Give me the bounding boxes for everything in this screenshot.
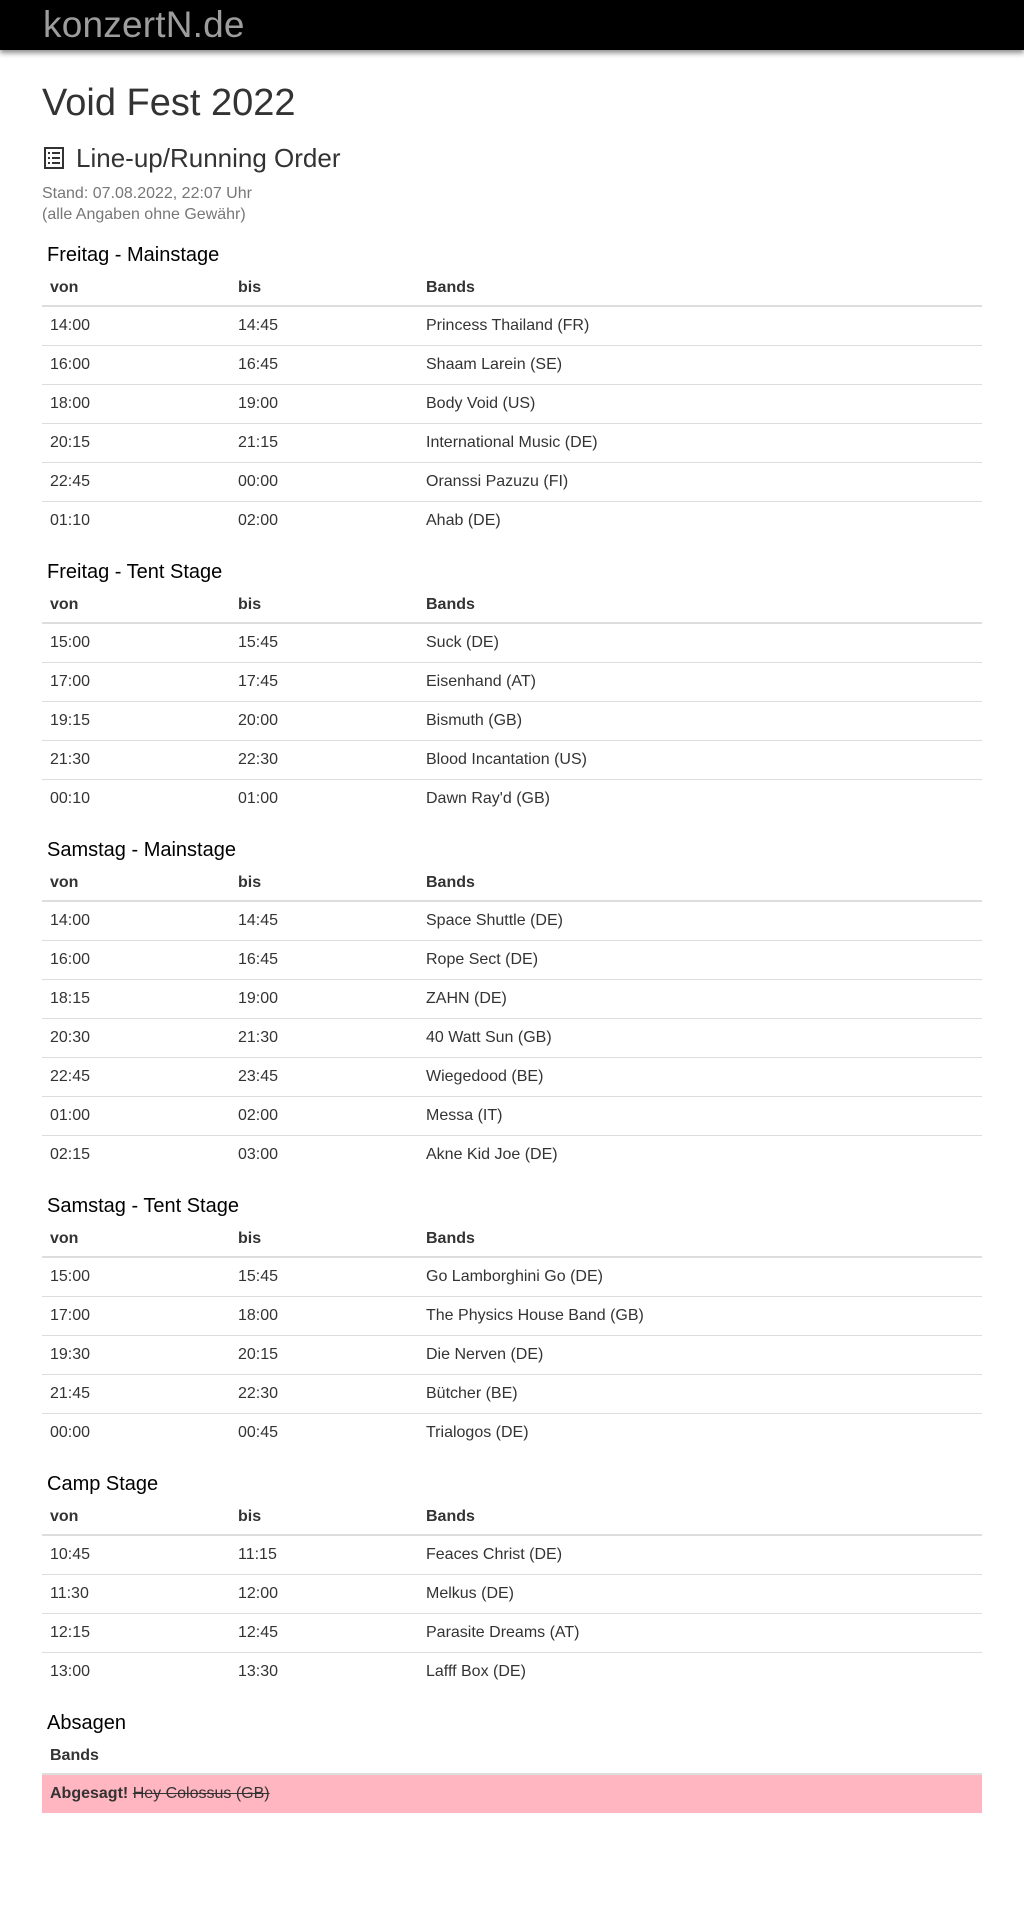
brand-link[interactable]: konzertN.de (43, 4, 245, 45)
end-time: 16:45 (230, 940, 418, 979)
lineup-heading-text: Line-up/Running Order (76, 142, 341, 173)
column-header-bis: bis (230, 871, 418, 901)
start-time: 22:45 (42, 1057, 230, 1096)
table-header-row (42, 593, 982, 623)
stage-title: Samstag - Mainstage (47, 839, 236, 862)
band-name: Go Lamborghini Go (DE) (418, 1257, 982, 1296)
table-row (42, 1096, 982, 1135)
table-row (42, 384, 982, 423)
table-row (42, 1652, 982, 1691)
navbar (0, 0, 1024, 50)
table-row (42, 1018, 982, 1057)
end-time: 14:45 (230, 901, 418, 940)
band-name: Wiegedood (BE) (418, 1057, 982, 1096)
start-time: 18:15 (42, 979, 230, 1018)
band-name: Messa (IT) (418, 1096, 982, 1135)
table-row (42, 979, 982, 1018)
start-time: 20:15 (42, 423, 230, 462)
start-time: 19:30 (42, 1335, 230, 1374)
cancellations-title: Absagen (47, 1712, 126, 1735)
start-time: 12:15 (42, 1613, 230, 1652)
end-time: 15:45 (230, 1257, 418, 1296)
stage-section (42, 243, 982, 540)
table-row (42, 1257, 982, 1296)
end-time: 01:00 (238, 790, 279, 808)
running-order-table (42, 1227, 982, 1452)
start-time: 11:30 (42, 1574, 230, 1613)
start-time: 22:45 (42, 462, 230, 501)
list-icon (44, 147, 64, 169)
end-time: 21:15 (230, 423, 418, 462)
page-title: Void Fest 2022 (42, 82, 296, 124)
table-row (42, 306, 982, 345)
start-time: 19:15 (42, 701, 230, 740)
table-header-row (42, 1505, 982, 1535)
band-name: ZAHN (DE) (418, 979, 982, 1018)
start-time: 14:00 (42, 306, 230, 345)
band-name: Dawn Ray'd (GB) (426, 790, 550, 808)
column-header-von: von (42, 1505, 230, 1535)
end-time: 22:30 (230, 1374, 418, 1413)
table-row (42, 1574, 982, 1613)
end-time: 18:00 (230, 1296, 418, 1335)
stage-title: Freitag - Tent Stage (47, 561, 223, 584)
column-header-von: von (42, 593, 230, 623)
end-time: 15:45 (230, 623, 418, 662)
table-row (42, 1135, 982, 1174)
end-time: 23:45 (230, 1057, 418, 1096)
start-time: 13:00 (50, 1663, 91, 1681)
band-name: Oranssi Pazuzu (FI) (418, 462, 982, 501)
table-row (42, 1613, 982, 1652)
start-time: 15:00 (42, 623, 230, 662)
band-name: Trialogos (DE) (426, 1424, 529, 1442)
stage-section (42, 560, 982, 818)
end-time: 03:00 (238, 1146, 279, 1164)
table-row (42, 1057, 982, 1096)
end-time: 02:00 (238, 512, 279, 530)
cancelled-band-name: Hey Colossus (GB) (132, 1785, 270, 1803)
running-order-table (42, 276, 982, 540)
start-time: 21:30 (42, 740, 230, 779)
table-row (42, 345, 982, 384)
band-name: Bismuth (GB) (418, 701, 982, 740)
stage-list (42, 243, 982, 1691)
cancellations-section (42, 1711, 982, 1813)
column-header-bands: Bands (418, 276, 982, 306)
end-time: 19:00 (230, 979, 418, 1018)
column-header-bands: Bands (418, 871, 982, 901)
table-row (42, 423, 982, 462)
start-time: 21:45 (42, 1374, 230, 1413)
start-time: 17:00 (42, 662, 230, 701)
band-name: Princess Thailand (FR) (418, 306, 982, 345)
start-time: 18:00 (42, 384, 230, 423)
table-row (42, 1335, 982, 1374)
band-name: Melkus (DE) (418, 1574, 982, 1613)
start-time: 00:10 (50, 790, 91, 808)
column-header-von: von (42, 1227, 230, 1257)
start-time: 00:00 (50, 1424, 91, 1442)
start-time: 16:00 (42, 345, 230, 384)
lineup-heading (42, 144, 982, 173)
cancelled-row (42, 1774, 982, 1813)
stage-section (42, 1472, 982, 1691)
end-time: 02:00 (230, 1096, 418, 1135)
table-row (42, 779, 982, 818)
table-row (42, 501, 982, 540)
end-time: 21:30 (230, 1018, 418, 1057)
band-name: Suck (DE) (418, 623, 982, 662)
start-time: 17:00 (42, 1296, 230, 1335)
column-header-bands: Bands (418, 1227, 982, 1257)
band-name: The Physics House Band (GB) (418, 1296, 982, 1335)
table-header-row (42, 871, 982, 901)
table-row (42, 662, 982, 701)
stage-section (42, 838, 982, 1174)
stage-title: Freitag - Mainstage (47, 244, 220, 267)
start-time: 14:00 (42, 901, 230, 940)
start-time: 01:00 (42, 1096, 230, 1135)
cancelled-badge: Abgesagt! (50, 1785, 129, 1803)
table-row (42, 1374, 982, 1413)
band-name: Parasite Dreams (AT) (418, 1613, 982, 1652)
column-header-bands: Bands (42, 1744, 982, 1774)
table-row (42, 740, 982, 779)
column-header-von: von (42, 871, 230, 901)
end-time: 12:45 (230, 1613, 418, 1652)
band-name: Space Shuttle (DE) (418, 901, 982, 940)
end-time: 16:45 (230, 345, 418, 384)
running-order-table (42, 871, 982, 1174)
table-row (42, 901, 982, 940)
column-header-bis: bis (230, 1227, 418, 1257)
disclaimer-text: (alle Angaben ohne Gewähr) (42, 206, 246, 224)
start-time: 15:00 (42, 1257, 230, 1296)
running-order-table (42, 593, 982, 818)
column-header-bands: Bands (418, 593, 982, 623)
meta-info (42, 183, 982, 225)
column-header-von: von (42, 276, 230, 306)
table-header-row (42, 1744, 982, 1774)
stage-title: Samstag - Tent Stage (47, 1195, 239, 1218)
band-name: Shaam Larein (SE) (418, 345, 982, 384)
column-header-bis: bis (230, 593, 418, 623)
table-row (42, 462, 982, 501)
table-header-row (42, 1227, 982, 1257)
column-header-bands: Bands (418, 1505, 982, 1535)
table-header-row (42, 276, 982, 306)
start-time: 20:30 (42, 1018, 230, 1057)
cancelled-cell (42, 1774, 982, 1813)
band-name: Eisenhand (AT) (418, 662, 982, 701)
end-time: 11:15 (230, 1535, 418, 1574)
band-name: Body Void (US) (418, 384, 982, 423)
stage-title: Camp Stage (47, 1473, 159, 1496)
running-order-table (42, 1505, 982, 1691)
band-name: Feaces Christ (DE) (418, 1535, 982, 1574)
end-time: 20:15 (230, 1335, 418, 1374)
table-row (42, 623, 982, 662)
stand-text: Stand: 07.08.2022, 22:07 Uhr (42, 185, 252, 203)
column-header-bis: bis (230, 1505, 418, 1535)
start-time: 16:00 (42, 940, 230, 979)
end-time: 20:00 (230, 701, 418, 740)
table-row (42, 1296, 982, 1335)
end-time: 22:30 (230, 740, 418, 779)
end-time: 00:00 (230, 462, 418, 501)
end-time: 12:00 (230, 1574, 418, 1613)
start-time: 01:10 (50, 512, 91, 530)
table-row (42, 701, 982, 740)
band-name: Bütcher (BE) (418, 1374, 982, 1413)
band-name: Blood Incantation (US) (418, 740, 982, 779)
end-time: 00:45 (238, 1424, 279, 1442)
table-row (42, 1535, 982, 1574)
column-header-bis: bis (230, 276, 418, 306)
band-name: Lafff Box (DE) (426, 1663, 526, 1681)
table-row (42, 940, 982, 979)
start-time: 10:45 (42, 1535, 230, 1574)
start-time: 02:15 (50, 1146, 91, 1164)
cancellations-table (42, 1744, 982, 1813)
end-time: 14:45 (230, 306, 418, 345)
band-name: Ahab (DE) (426, 512, 501, 530)
end-time: 19:00 (230, 384, 418, 423)
band-name: Akne Kid Joe (DE) (426, 1146, 558, 1164)
band-name: Die Nerven (DE) (418, 1335, 982, 1374)
main-content (42, 50, 982, 1813)
table-row (42, 1413, 982, 1452)
band-name: Rope Sect (DE) (418, 940, 982, 979)
stage-section (42, 1194, 982, 1452)
band-name: International Music (DE) (418, 423, 982, 462)
band-name: 40 Watt Sun (GB) (418, 1018, 982, 1057)
end-time: 13:30 (238, 1663, 279, 1681)
end-time: 17:45 (230, 662, 418, 701)
